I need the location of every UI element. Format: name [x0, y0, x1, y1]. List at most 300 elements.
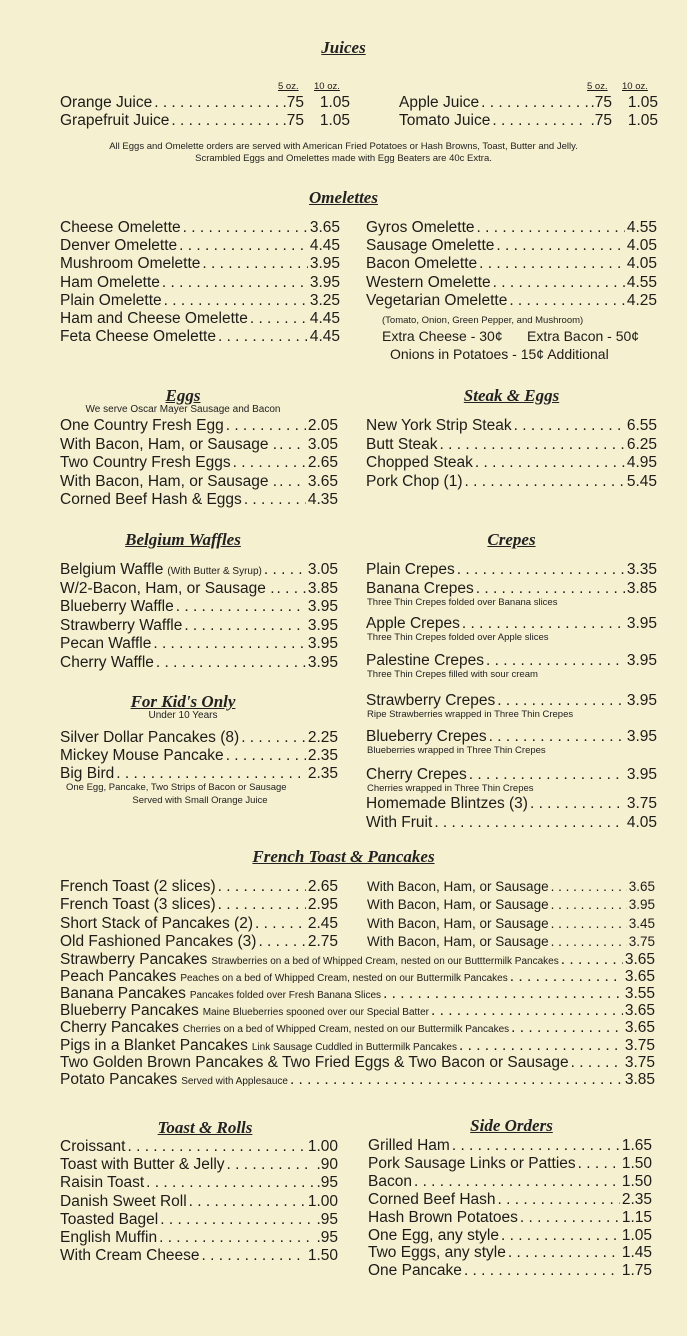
item-price: 3.65 [309, 219, 340, 236]
menu-item-eggs [60, 436, 338, 454]
extra-cheese: Extra Cheese - 30¢ [382, 328, 503, 344]
item-name: Strawberry Pancakes [60, 951, 208, 968]
leader-dots [164, 292, 308, 310]
item-price: 2.65 [307, 454, 338, 471]
menu-item-french [60, 933, 338, 951]
menu-item-waffle [60, 654, 338, 672]
leader-dots [258, 933, 305, 951]
extra-bacon: Extra Bacon - 50¢ [527, 328, 640, 344]
menu-item-kids [60, 729, 338, 747]
item-price: 2.65 [307, 878, 338, 895]
item-price: 3.95 [626, 766, 657, 783]
item-price: 2.45 [307, 914, 338, 932]
item-price: 3.95 [628, 897, 655, 913]
item-name: Blueberry Crepes [366, 728, 487, 745]
item-name: Corned Beef Hash [368, 1190, 496, 1208]
menu-item-with-meat [367, 878, 655, 896]
item-name: English Muffin [60, 1229, 158, 1246]
menu-item-tomato-juice [399, 112, 658, 130]
item-name: Banana Crepes [366, 580, 474, 597]
menu-item-crepe [366, 795, 657, 813]
item-name: Hash Brown Potatoes [368, 1208, 518, 1226]
big-bird-note-2: Served with Small Orange Juice [132, 795, 268, 806]
menu-item-omelette [60, 292, 340, 310]
leader-dots [489, 728, 625, 746]
item-name: With Bacon, Ham, or Sausage [367, 915, 549, 931]
menu-item-with-meat [367, 896, 655, 914]
leader-dots [578, 1155, 620, 1173]
item-name: Bacon Omelette [366, 255, 478, 273]
item-name: Plain Crepes [366, 561, 455, 578]
item-price: .90 [316, 1156, 338, 1174]
item-name: With Cream Cheese [60, 1247, 200, 1265]
item-name: Toasted Bagel [60, 1210, 159, 1228]
leader-dots [431, 1002, 623, 1020]
menu-item-crepe [366, 728, 657, 746]
menu-item-toast [60, 1138, 338, 1156]
item-name: Pecan Waffle [60, 635, 152, 652]
menu-item-eggs [60, 491, 338, 509]
item-name: Old Fashioned Pancakes (3) [60, 932, 257, 950]
menu-item-steak [366, 417, 657, 435]
item-name: One Country Fresh Egg [60, 417, 224, 434]
menu-item-waffle [60, 635, 338, 653]
item-price: 3.95 [626, 728, 657, 745]
leader-dots [462, 615, 625, 633]
item-name: Potato Pancakes [60, 1070, 178, 1088]
menu-item-french [60, 915, 338, 933]
leader-dots [255, 915, 306, 933]
leader-dots [279, 473, 306, 491]
item-description: Maine Blueberries spooned over our Special Batter [202, 1007, 429, 1019]
menu-item-side [368, 1137, 652, 1155]
sides-title: Side Orders [470, 1116, 553, 1135]
item-name: Raisin Toast [60, 1174, 145, 1192]
leader-dots [159, 1229, 314, 1247]
leader-dots [202, 255, 307, 273]
leader-dots [277, 580, 306, 598]
menu-item-pancakes [60, 1071, 655, 1091]
leader-dots [264, 561, 306, 579]
item-price: 3.75 [628, 933, 655, 949]
item-price: 4.05 [626, 255, 657, 273]
leader-dots [153, 635, 306, 653]
leader-dots [226, 417, 306, 435]
eggs-subtitle: We serve Oscar Mayer Sausage and Bacon [85, 404, 281, 415]
vegetarian-note: (Tomato, Onion, Green Pepper, and Mushroom) [382, 315, 584, 326]
big-bird-note-1: One Egg, Pancake, Two Strips of Bacon or Sausage [66, 782, 287, 793]
leader-dots [227, 1156, 315, 1174]
item-price: 4.45 [309, 310, 340, 327]
item-price: 3.75 [624, 1036, 655, 1054]
item-name: French Toast (2 slices) [60, 878, 216, 895]
menu-item-omelette [366, 292, 657, 310]
size-header-10oz: 10 oz. [314, 81, 340, 92]
item-price-5oz: .75 [282, 112, 304, 129]
item-name: With Fruit [366, 814, 433, 831]
crepe-description: Three Thin Crepes filled with sour cream [367, 669, 538, 680]
item-name: Chopped Steak [366, 454, 473, 471]
menu-item-side [368, 1262, 652, 1280]
omelettes-title: Omelettes [309, 188, 378, 207]
menu-item-crepe [366, 766, 657, 784]
leader-dots [561, 951, 623, 969]
item-name: Pork Sausage Links or Patties [368, 1154, 576, 1172]
item-name: Plain Omelette [60, 291, 162, 309]
item-price: 2.35 [307, 765, 338, 782]
item-name: Cherry Waffle [60, 653, 154, 671]
leader-dots [452, 1137, 620, 1155]
menu-item-toast [60, 1174, 338, 1192]
menu-item-omelette [60, 328, 340, 346]
item-price: 4.55 [626, 273, 657, 291]
menu-item-pancakes [60, 1054, 655, 1072]
leader-dots [486, 652, 625, 670]
menu-item-waffle [60, 561, 338, 581]
menu-item-side [368, 1227, 652, 1245]
menu-item-waffle [60, 617, 338, 635]
menu-item-omelette [366, 237, 657, 255]
menu-item-crepe [366, 580, 657, 598]
leader-dots [496, 237, 624, 255]
item-price: 4.95 [626, 454, 657, 471]
item-price: 1.50 [621, 1154, 652, 1172]
leader-dots [477, 219, 625, 237]
leader-dots [501, 1227, 620, 1245]
menu-item-waffle [60, 598, 338, 616]
item-name: Pork Chop (1) [366, 472, 463, 490]
item-price: 2.35 [621, 1190, 652, 1208]
crepe-description: Ripe Strawberries wrapped in Three Thin Crepes [367, 709, 574, 720]
item-name: Grilled Ham [368, 1137, 450, 1154]
item-price: 6.25 [626, 435, 657, 453]
leader-dots [156, 654, 306, 672]
item-name: Two Golden Brown Pancakes & Two Fried Eggs & Two Bacon or Sausage [60, 1053, 569, 1071]
crepe-description: Cherries wrapped in Three Thin Crepes [367, 783, 534, 794]
leader-dots [551, 933, 627, 951]
item-price: 3.95 [626, 652, 657, 669]
leader-dots [290, 1071, 623, 1089]
item-price: 2.35 [307, 747, 338, 764]
leader-dots [475, 454, 625, 472]
item-name: Blueberry Pancakes [60, 1002, 199, 1020]
size-header-5oz-right: 5 oz. [587, 81, 608, 92]
leader-dots [457, 561, 625, 579]
leader-dots [383, 985, 623, 1003]
item-price: 1.65 [621, 1137, 652, 1154]
crepe-description: Three Thin Crepes folded over Banana slices [367, 597, 558, 608]
item-name: Two Eggs, any style [368, 1244, 506, 1262]
item-price: 3.95 [307, 598, 338, 615]
kids-subtitle: Under 10 Years [148, 710, 218, 721]
leader-dots [440, 436, 625, 454]
toast-title: Toast & Rolls [157, 1118, 253, 1137]
steak-title: Steak & Eggs [463, 386, 560, 405]
item-price: 3.65 [307, 472, 338, 490]
leader-dots [508, 1244, 620, 1262]
item-name: Feta Cheese Omelette [60, 328, 216, 346]
item-name: Cheese Omelette [60, 219, 181, 236]
leader-dots [476, 580, 625, 598]
item-name: Mickey Mouse Pancake [60, 747, 224, 764]
crepe-description: Three Thin Crepes folded over Apple slices [367, 632, 549, 643]
size-header-10oz-right: 10 oz. [622, 81, 648, 92]
item-price: 3.95 [309, 255, 340, 273]
item-name: Orange Juice [60, 94, 153, 111]
item-name: Ham and Cheese Omelette [60, 310, 248, 327]
leader-dots [127, 1138, 305, 1156]
menu-item-grapefruit-juice [60, 112, 350, 130]
item-price-10oz: 1.05 [627, 112, 658, 129]
item-name: Gyros Omelette [366, 219, 475, 236]
leader-dots [162, 274, 308, 292]
leader-dots [146, 1174, 314, 1192]
item-name: Mushroom Omelette [60, 255, 201, 273]
item-price: 2.25 [307, 729, 338, 746]
leader-dots [218, 896, 306, 914]
item-price: 5.45 [626, 472, 657, 490]
menu-item-crepe [366, 561, 657, 579]
item-price: 4.25 [626, 291, 657, 309]
item-price: 3.65 [628, 879, 655, 894]
item-description: Served with Applesauce [181, 1075, 288, 1087]
leader-dots [218, 328, 308, 346]
leader-dots [189, 1193, 306, 1211]
item-name: Strawberry Crepes [366, 692, 496, 709]
menu-item-omelette [60, 237, 340, 255]
menu-item-omelette [60, 219, 340, 237]
menu-item-kids [60, 747, 338, 765]
leader-dots [414, 1173, 620, 1191]
leader-dots [116, 765, 306, 783]
leader-dots [551, 878, 627, 896]
item-name: Palestine Crepes [366, 652, 485, 669]
item-name: Banana Pancakes [60, 985, 186, 1003]
item-price: 3.65 [624, 968, 655, 986]
item-price: 1.50 [307, 1247, 338, 1265]
item-price: 2.75 [307, 932, 338, 950]
item-price: 3.85 [307, 579, 338, 597]
item-price: 6.55 [626, 417, 657, 434]
menu-item-orange-juice [60, 94, 350, 112]
item-name: With Bacon, Ham, or Sausage . [60, 435, 278, 453]
leader-dots [160, 1211, 314, 1229]
leader-dots [459, 1037, 623, 1055]
menu-item-omelette [60, 310, 340, 328]
item-name: Western Omelette [366, 273, 491, 291]
item-name: Pigs in a Blanket Pancakes [60, 1036, 248, 1054]
item-price: 4.35 [307, 491, 338, 508]
item-description: Cherries on a bed of Whipped Cream, nested on our Buttermilk Pancakes [182, 1024, 510, 1036]
item-price: 4.55 [626, 219, 657, 236]
menu-item-crepe [366, 814, 657, 832]
item-name: Two Country Fresh Eggs [60, 454, 231, 471]
item-name: Bacon [368, 1172, 412, 1190]
leader-dots [183, 219, 308, 237]
item-name: One Pancake [368, 1262, 462, 1280]
item-name: With Bacon, Ham, or Sausage [367, 933, 549, 949]
item-price: 1.00 [307, 1192, 338, 1210]
leader-dots [244, 491, 306, 509]
leader-dots [202, 1247, 306, 1265]
leader-dots [509, 292, 625, 310]
item-price: 3.25 [309, 291, 340, 309]
juices-note-2: Scrambled Eggs and Omelettes made with Egg Beaters are 40c Extra. [195, 153, 492, 164]
item-price-5oz: .75 [590, 94, 612, 111]
leader-dots [179, 237, 308, 255]
item-price: 1.75 [621, 1262, 652, 1280]
item-price: 1.50 [621, 1172, 652, 1190]
menu-item-omelette [60, 274, 340, 292]
menu-item-toast [60, 1247, 338, 1265]
item-price: 3.95 [307, 635, 338, 652]
item-price: 3.85 [624, 1070, 655, 1088]
item-description: Link Sausage Cuddled in Buttermilk Pancakes [251, 1041, 457, 1053]
waffles-title: Belgium Waffles [125, 530, 241, 549]
item-price-10oz: 1.05 [319, 112, 350, 129]
leader-dots [514, 417, 625, 435]
menu-item-steak [366, 454, 657, 472]
menu-item-crepe [366, 652, 657, 670]
menu-item-side [368, 1155, 652, 1173]
leader-dots [551, 915, 627, 933]
leader-dots [176, 598, 306, 616]
item-price: 1.45 [621, 1244, 652, 1262]
item-price-10oz: 1.05 [319, 94, 350, 111]
item-price: 4.45 [309, 328, 340, 346]
leader-dots [551, 896, 627, 914]
item-name: Danish Sweet Roll [60, 1192, 187, 1210]
item-name: Homemade Blintzes (3) [366, 795, 528, 812]
menu-item-toast [60, 1211, 338, 1229]
leader-dots [250, 310, 308, 328]
item-price: 3.65 [624, 1019, 655, 1037]
menu-item-eggs [60, 417, 338, 435]
item-price: 1.15 [621, 1208, 652, 1226]
leader-dots [469, 766, 625, 784]
french-toast-title: French Toast & Pancakes [252, 847, 435, 866]
item-price-10oz: 1.05 [627, 94, 658, 111]
menu-item-steak [366, 436, 657, 454]
item-name: Corned Beef Hash & Eggs [60, 491, 242, 508]
item-price: 2.05 [307, 417, 338, 434]
leader-dots [510, 968, 623, 986]
kids-title: For Kid's Only [130, 692, 236, 711]
leader-dots [571, 1054, 623, 1072]
item-price: 3.35 [626, 561, 657, 578]
menu-item-eggs [60, 473, 338, 491]
menu-item-waffle [60, 580, 338, 598]
menu-item-toast [60, 1156, 338, 1174]
item-price: .95 [316, 1229, 338, 1246]
item-name: Blueberry Waffle [60, 598, 174, 615]
item-price-5oz: .75 [590, 112, 612, 129]
item-name: Toast with Butter & Jelly [60, 1156, 225, 1174]
menu-item-steak [366, 473, 657, 491]
item-price: 4.45 [309, 237, 340, 255]
item-price: 3.95 [307, 653, 338, 671]
leader-dots [530, 795, 625, 813]
leader-dots [520, 1209, 620, 1227]
item-price: 3.75 [626, 795, 657, 812]
leader-dots [464, 473, 624, 491]
crepe-description: Blueberries wrapped in Three Thin Crepes [367, 745, 546, 756]
leader-dots [184, 617, 306, 635]
item-description: Pancakes folded over Fresh Banana Slices [189, 990, 382, 1002]
item-name: Cherry Crepes [366, 766, 467, 783]
menu-item-toast [60, 1229, 338, 1247]
crepes-title: Crepes [487, 530, 536, 549]
menu-item-with-meat [367, 933, 655, 951]
item-price: 3.05 [307, 561, 338, 578]
menu-item-with-meat [367, 915, 655, 933]
menu-item-eggs [60, 454, 338, 472]
item-name: Belgium Waffle [60, 561, 164, 578]
item-description: Peaches on a bed of Whipped Cream, nested on our Buttermilk Pancakes [180, 973, 508, 985]
juices-title: Juices [321, 38, 366, 57]
leader-dots [511, 1019, 623, 1037]
item-name: W/2-Bacon, Ham, or Sausage . [60, 579, 275, 597]
menu-item-side [368, 1173, 652, 1191]
item-name: With Bacon, Ham, or Sausage [367, 897, 549, 913]
item-price: 4.05 [626, 814, 657, 831]
leader-dots [233, 454, 306, 472]
leader-dots [493, 274, 625, 292]
item-price: 3.65 [624, 1002, 655, 1020]
item-name: Denver Omelette [60, 237, 178, 255]
item-price: 3.65 [624, 951, 655, 968]
item-name: Croissant [60, 1138, 126, 1155]
item-description: Strawberries on a bed of Whipped Cream, nested on our Butttermilk Pancakes [211, 956, 559, 967]
item-price: 3.55 [624, 985, 655, 1003]
item-name: Big Bird [60, 765, 115, 782]
item-name: Cherry Pancakes [60, 1019, 179, 1037]
item-price: 3.05 [307, 435, 338, 453]
item-description: (With Butter & Syrup) [167, 566, 262, 577]
eggs-title: Eggs [165, 386, 201, 405]
item-name: Sausage Omelette [366, 237, 495, 255]
item-price: 3.95 [309, 273, 340, 291]
menu-item-crepe [366, 692, 657, 710]
item-price-5oz: .75 [282, 94, 304, 111]
leader-dots [479, 255, 625, 273]
menu-item-crepe [366, 615, 657, 633]
item-price: 1.00 [307, 1138, 338, 1155]
menu-item-french [60, 878, 338, 896]
juices-note-1: All Eggs and Omelette orders are served with American Fried Potatoes or Hash Browns, Toast, Butter and Jelly. [109, 141, 578, 152]
item-name: Apple Juice [399, 94, 480, 111]
item-price: 3.45 [628, 915, 655, 931]
item-name: Peach Pancakes [60, 968, 177, 986]
leader-dots [464, 1262, 620, 1280]
leader-dots [226, 747, 306, 765]
item-name: Ham Omelette [60, 273, 160, 291]
item-name: Grapefruit Juice [60, 112, 170, 129]
item-price: 2.95 [307, 896, 338, 914]
menu-item-omelette [366, 255, 657, 273]
menu-item-side [368, 1209, 652, 1227]
item-name: Short Stack of Pancakes (2) [60, 914, 253, 932]
size-header-5oz: 5 oz. [278, 81, 299, 92]
item-name: Tomato Juice [399, 112, 491, 129]
menu-item-side [368, 1244, 652, 1262]
item-price: 3.75 [624, 1053, 655, 1071]
item-price: 3.95 [626, 692, 657, 709]
menu-item-kids [60, 765, 338, 783]
onions-additional: Onions in Potatoes - 15¢ Additional [390, 346, 609, 362]
item-price: 3.95 [307, 616, 338, 634]
leader-dots [434, 814, 625, 832]
